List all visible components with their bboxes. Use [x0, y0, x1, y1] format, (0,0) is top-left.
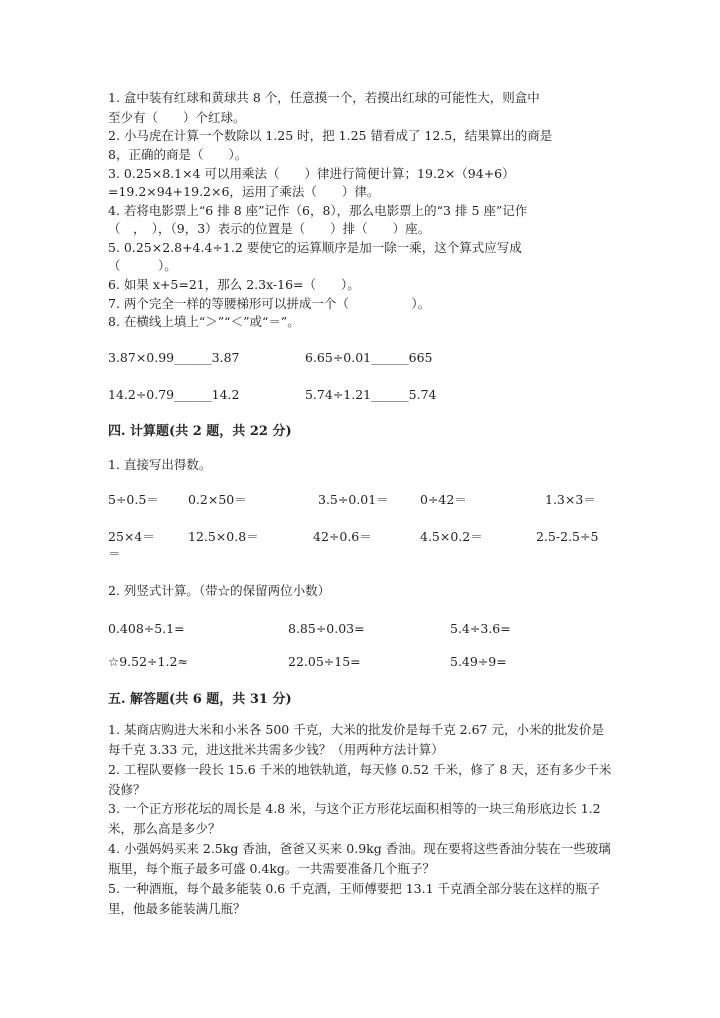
calc-item: 0÷42＝ — [420, 492, 467, 507]
question-1-line-2: 至少有（ ）个红球。 — [108, 110, 246, 125]
compare-item: 5.74÷1.21______5.74 — [305, 387, 437, 402]
question-2-line-1: 2. 小马虎在计算一个数除以 1.25 时，把 1.25 错看成了 12.5，结果算出的商是 — [108, 128, 553, 143]
question-1-line-1: 1. 盒中装有红球和黄球共 8 个，任意摸一个，若摸出红球的可能性大，则盒中 — [108, 90, 540, 105]
compare-item: 3.87×0.99______3.87 — [108, 350, 240, 365]
question-2-line-2: 8，正确的商是（ ）。 — [108, 147, 248, 162]
question-6: 6. 如果 x+5=21，那么 2.3x-16=（ ）。 — [108, 277, 360, 292]
calc-item: 4.5×0.2＝ — [420, 529, 483, 544]
calc-item: 3.5÷0.01＝ — [318, 492, 389, 507]
question-3-line-2: =19.2×94+19.2×6，运用了乘法（ ）律。 — [108, 184, 380, 199]
calc-item-wrap: ＝ — [108, 546, 121, 561]
section-5-heading: 五. 解答题(共 6 题，共 31 分) — [108, 692, 292, 707]
question-4-line-2: （ ， ），（9，3）表示的位置是（ ）排（ ）座。 — [108, 221, 431, 236]
calc-item: 5÷0.5＝ — [108, 492, 159, 507]
calc-item: 0.2×50＝ — [188, 492, 247, 507]
word-problem-1: 1. 某商店购进大米和小米各 500 千克，大米的批发价是每千克 2.67 元，小米的批发价是每千克 3.33 元，进这批米共需多少钱？（用两种方法计算） — [108, 722, 604, 757]
vertical-calc-item: 5.49÷9= — [450, 654, 507, 669]
word-problem-2: 2. 工程队要修一段长 15.6 千米的地铁轨道，每天修 0.52 千米，修了 8 天，还有多少千米没修？ — [108, 762, 612, 797]
calc-item: 2.5-2.5÷5 — [536, 529, 599, 544]
vertical-calc-item: 8.85÷0.03= — [288, 621, 365, 636]
compare-item: 14.2÷0.79______14.2 — [108, 387, 240, 402]
vertical-calc-item: 5.4÷3.6= — [450, 621, 511, 636]
question-8: 8. 在横线上填上“＞”“＜”或“＝”。 — [108, 314, 300, 329]
vertical-calc-item: 0.408÷5.1= — [108, 621, 185, 636]
calc-item: 42÷0.6＝ — [313, 529, 372, 544]
question-5-line-1: 5. 0.25×2.8+4.4÷1.2 要使它的运算顺序是加一除一乘，这个算式应写成 — [108, 240, 522, 255]
vertical-calc-item: 22.05÷15= — [288, 654, 361, 669]
calc-item: 25×4＝ — [108, 529, 155, 544]
section-4-sub-1: 1. 直接写出得数。 — [108, 457, 212, 472]
word-problem-5: 5. 一种酒瓶，每个最多能装 0.6 千克酒，王师傅要把 13.1 千克酒全部分装在这样的瓶子里，他最多能装满几瓶？ — [108, 881, 601, 916]
section-4-heading: 四. 计算题(共 2 题，共 22 分) — [108, 424, 292, 439]
section-4-sub-2: 2. 列竖式计算。（带☆的保留两位小数） — [108, 583, 331, 598]
question-7: 7. 两个完全一样的等腰梯形可以拼成一个（ ）。 — [108, 296, 431, 311]
calc-item: 1.3×3＝ — [545, 492, 596, 507]
question-3-line-1: 3. 0.25×8.1×4 可以用乘法（ ）律进行简便计算；19.2×（94+6） — [108, 166, 515, 181]
vertical-calc-item: ☆9.52÷1.2≈ — [108, 654, 188, 669]
word-problem-3: 3. 一个正方形花坛的周长是 4.8 米，与这个正方形花坛面积相等的一块三角形底边长 1.2 米，那么高是多少？ — [108, 801, 601, 836]
word-problem-4: 4. 小强妈妈买来 2.5kg 香油，爸爸又买来 0.9kg 香油。现在要将这些香油分装在一些玻璃瓶里，每个瓶子最多可盛 0.4kg。一共需要准备几个瓶子？ — [108, 841, 611, 876]
question-5-line-2: （ ）。 — [108, 258, 177, 273]
question-4-line-1: 4. 若将电影票上“6 排 8 座”记作（6，8），那么电影票上的“3 排 5 座”记作 — [108, 203, 528, 218]
compare-item: 6.65÷0.01______665 — [305, 350, 433, 365]
calc-item: 12.5×0.8＝ — [188, 529, 259, 544]
